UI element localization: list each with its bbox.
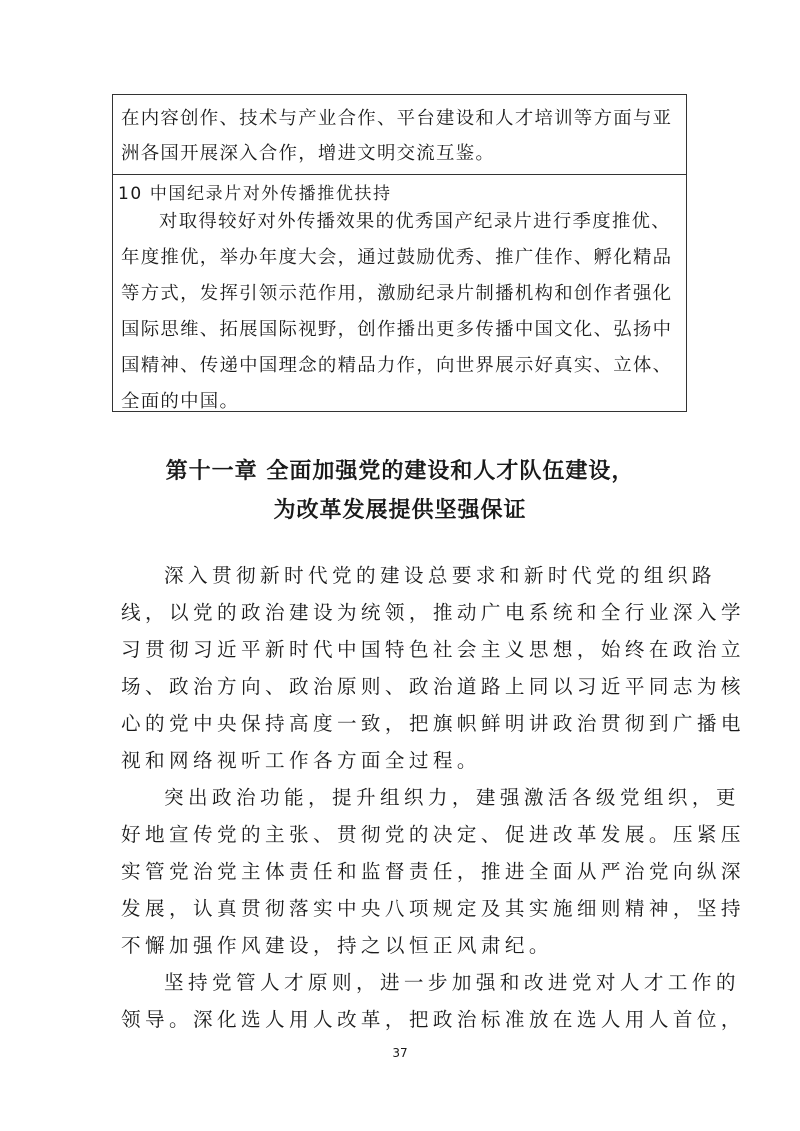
body-line: 视和网络视听工作各方面全过程。: [121, 749, 481, 772]
body-line: 场、政治方向、政治原则、政治道路上同以习近平同志为核: [121, 675, 745, 698]
box-section-line: 对取得较好对外传播效果的优秀国产纪录片进行季度推优、: [159, 211, 671, 232]
box-section-line: 等方式，发挥引领示范作用，激励纪录片制播机构和创作者强化: [121, 283, 673, 304]
body-line: 发展，认真贯彻落实中央八项规定及其实施细则精神，坚持: [121, 897, 745, 920]
body-line: 突出政治功能，提升组织力，建强激活各级党组织，更: [164, 786, 740, 809]
body-line: 好地宣传党的主张、贯彻党的决定、促进改革发展。压紧压: [121, 823, 745, 846]
body-line: 坚持党管人才原则，进一步加强和改进党对人才工作的: [164, 971, 740, 994]
body-line: 深入贯彻新时代党的建设总要求和新时代党的组织路: [164, 564, 716, 587]
chapter-title-line1: 第十一章 全面加强党的建设和人才队伍建设，: [165, 458, 635, 484]
box-intro-line: 洲各国开展深入合作，增进文明交流互鉴。: [121, 143, 496, 164]
body-line: 实管党治党主体责任和监督责任，推进全面从严治党向纵深: [121, 860, 745, 883]
body-line: 线，以党的政治建设为统领，推动广电系统和全行业深入学: [121, 601, 745, 624]
box-section-line: 国精神、传递中国理念的精品力作，向世界展示好真实、立体、: [121, 355, 673, 376]
page-number: 37: [392, 1046, 408, 1060]
section-heading: 10 中国纪录片对外传播推优扶持: [118, 184, 392, 204]
body-line: 领导。深化选人用人改革，把政治标准放在选人用人首位，: [121, 1008, 745, 1031]
body-line: 心的党中央保持高度一致，把旗帜鲜明讲政治贯彻到广播电: [121, 712, 745, 735]
body-line: 不懈加强作风建设，持之以恒正风肃纪。: [121, 934, 553, 957]
chapter-title-line2: 为改革发展提供坚强保证: [273, 497, 527, 523]
box-section-line: 年度推优，举办年度大会，通过鼓励优秀、推广佳作、孵化精品: [121, 247, 673, 268]
box-intro-line: 在内容创作、技术与产业合作、平台建设和人才培训等方面与亚: [121, 108, 673, 129]
body-line: 习贯彻习近平新时代中国特色社会主义思想，始终在政治立: [121, 638, 745, 661]
box-section-line: 国际思维、拓展国际视野，创作播出更多传播中国文化、弘扬中: [121, 319, 673, 340]
box-section-line: 全面的中国。: [121, 391, 240, 412]
box-divider: [113, 174, 686, 175]
